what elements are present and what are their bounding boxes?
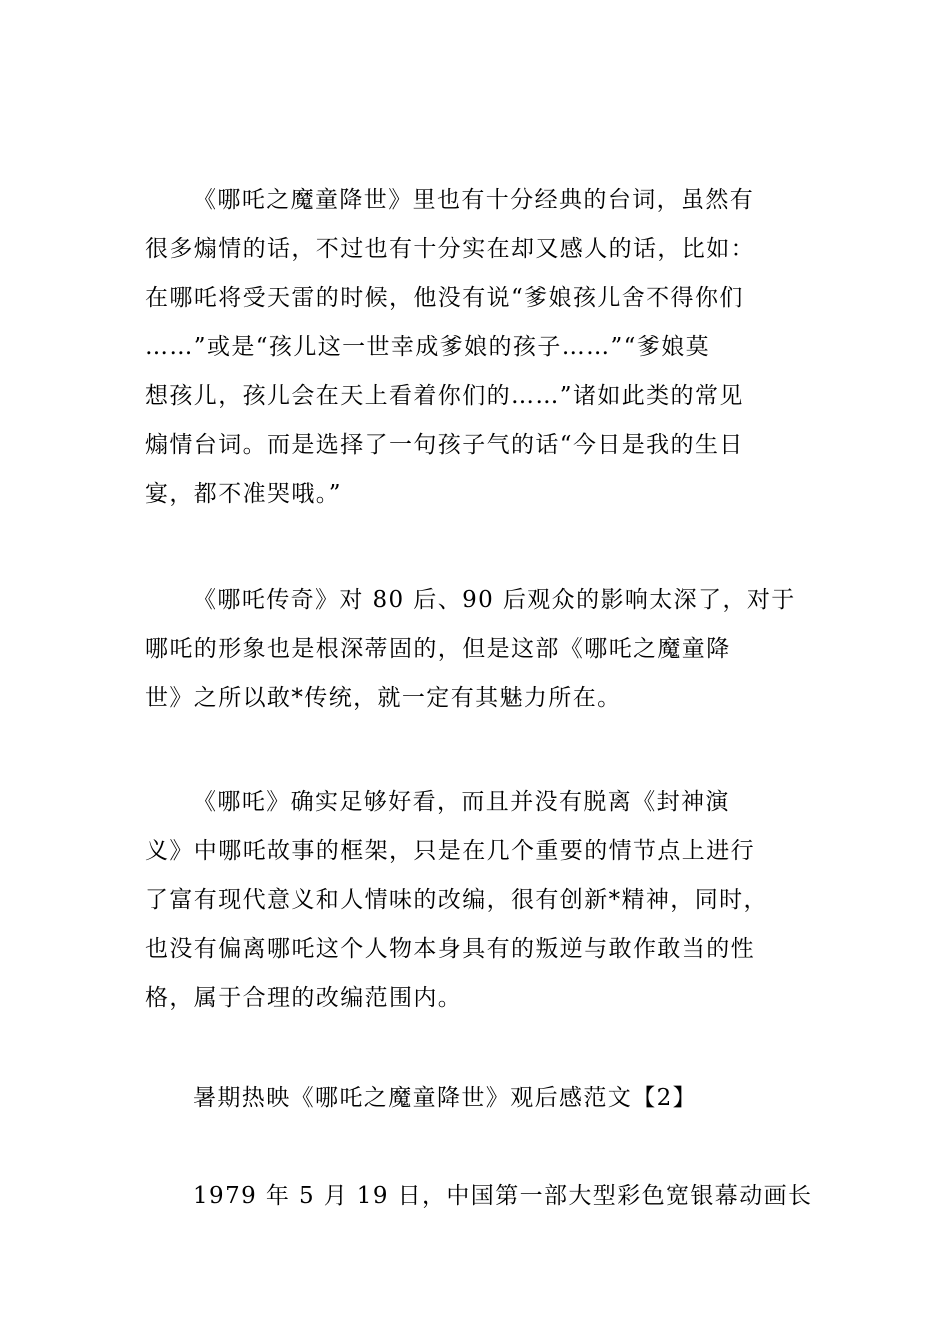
heading-line: 暑期热映《哪吒之魔童降世》观后感范文【2】: [193, 1085, 698, 1111]
text-line: 也没有偏离哪吒这个人物本身具有的叛逆与敢作敢当的性: [145, 936, 755, 962]
paragraph-history: [145, 1172, 813, 1221]
text-line: 《哪吒之魔童降世》里也有十分经典的台词，虽然有: [193, 187, 755, 213]
section-heading: [145, 1074, 810, 1123]
text-line: 哪吒的形象也是根深蒂固的，但是这部《哪吒之魔童降: [145, 636, 731, 662]
text-line: 义》中哪吒故事的框架，只是在几个重要的情节点上进行: [145, 838, 755, 864]
paragraph-classic-lines: [145, 176, 810, 519]
text-line: 想孩儿，孩儿会在天上看着你们的……”诸如此类的常见: [145, 383, 744, 409]
paragraph-adaptation: [145, 778, 810, 1023]
text-line: 世》之所以敢*传统，就一定有其魅力所在。: [145, 685, 622, 711]
text-line: 格，属于合理的改编范围内。: [145, 985, 463, 1011]
text-line: 宴，都不准哭哦。”: [145, 481, 342, 507]
text-line: 很多煽情的话，不过也有十分实在却又感人的话，比如：: [145, 236, 755, 262]
paragraph-legend-of-nezha: [145, 576, 810, 723]
text-line: 在哪吒将受天雷的时候，他没有说“爹娘孩儿舍不得你们: [145, 285, 744, 311]
text-line: 1979 年 5 月 19 日，中国第一部大型彩色宽银幕动画长: [193, 1183, 813, 1209]
text-line: 《哪吒》确实足够好看，而且并没有脱离《封神演: [193, 789, 730, 815]
text-line: ……”或是“孩儿这一世幸成爹娘的孩子……”“爹娘莫: [145, 334, 711, 360]
text-line: 煽情台词。而是选择了一句孩子气的话“今日是我的生日: [145, 432, 744, 458]
text-line: 了富有现代意义和人情味的改编，很有创新*精神，同时，: [145, 887, 768, 913]
text-line: 《哪吒传奇》对 80 后、90 后观众的影响太深了，对于: [193, 587, 796, 613]
